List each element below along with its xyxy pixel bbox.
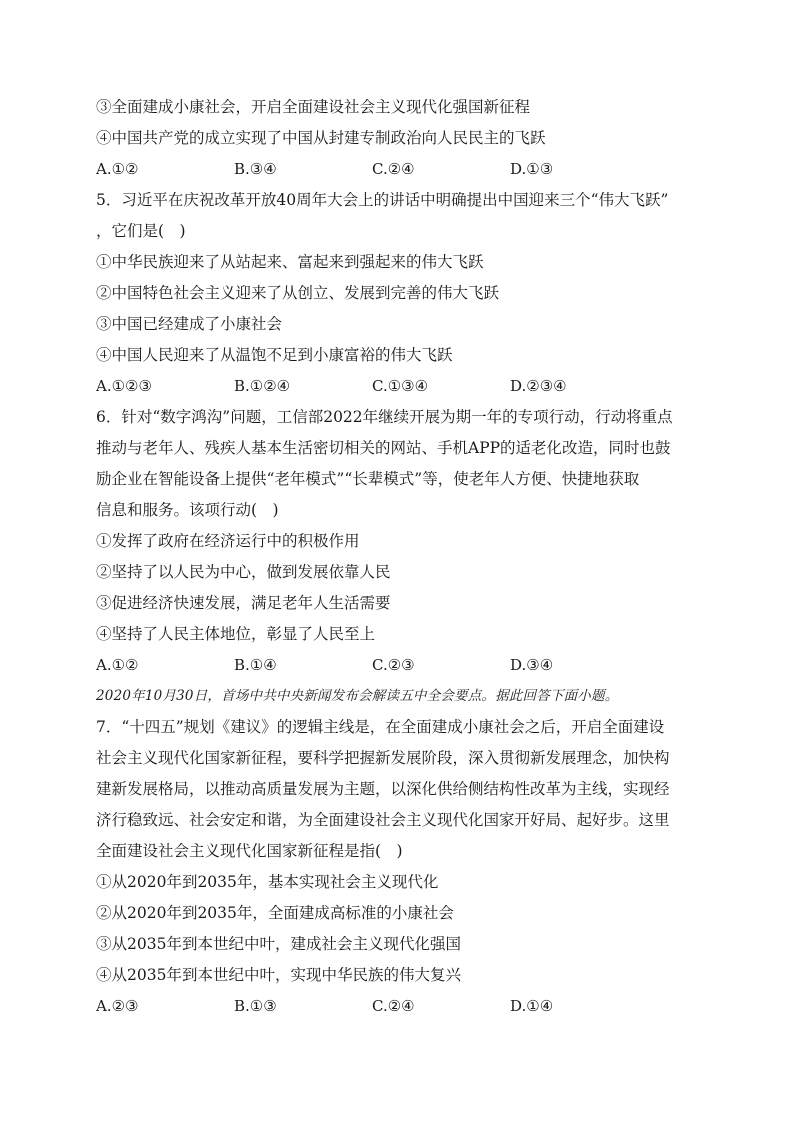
question-stem-line: 社会主义现代化国家新征程，要科学把握新发展阶段，深入贯彻新发展理念，加快构 — [96, 749, 670, 767]
option-d: D.①③ — [510, 160, 554, 178]
option-c: C.②③ — [372, 656, 415, 674]
option-c: C.②④ — [372, 160, 415, 178]
question-6 — [96, 402, 708, 681]
question-stem-line: 推动与老年人、残疾人基本生活密切相关的网站、手机APP的适老化改造，同时也鼓 — [96, 439, 671, 457]
question-stem-line: 信息和服务。该项行动( ) — [96, 501, 279, 519]
answer-options — [96, 991, 708, 1022]
question-stem-line: 全面建设社会主义现代化国家新征程是指( ) — [96, 842, 403, 860]
material-note: 2020年10月30日，首场中共中央新闻发布会解读五中全会要点。据此回答下面小题。 — [96, 688, 619, 704]
option-b: B.①③ — [234, 997, 277, 1015]
option-a: A.②③ — [96, 997, 139, 1015]
answer-options — [96, 154, 708, 185]
statement-3: ③从2035年到本世纪中叶，建成社会主义现代化强国 — [96, 935, 461, 953]
question-stem-line: ，它们是( ) — [96, 222, 186, 240]
question-stem-line: 建新发展格局，以推动高质量发展为主题，以深化供给侧结构性改革为主线，实现经 — [96, 780, 670, 798]
statement-4: ④从2035年到本世纪中叶，实现中华民族的伟大复兴 — [96, 966, 461, 984]
statement-4: ④中国共产党的成立实现了中国从封建专制政治向人民民主的飞跃 — [96, 129, 546, 147]
option-a: A.①② — [96, 160, 139, 178]
statement-3: ③全面建成小康社会，开启全面建设社会主义现代化强国新征程 — [96, 98, 531, 116]
question-stem-line: 6．针对“数字鸿沟”问题，工信部2022年继续开展为期一年的专项行动，行动将重点 — [96, 408, 673, 426]
question-stem-line: 济行稳致远、社会安定和谐，为全面建设社会主义现代化国家开好局、起好步。这里 — [96, 811, 670, 829]
statement-2: ②从2020年到2035年，全面建成高标准的小康社会 — [96, 904, 454, 922]
option-c: C.①③④ — [372, 377, 429, 395]
option-d: D.②③④ — [510, 377, 567, 395]
question-stem-line: 7．“十四五”规划《建议》的逻辑主线是，在全面建成小康社会之后，开启全面建设 — [96, 718, 665, 736]
statement-3: ③中国已经建成了小康社会 — [96, 315, 283, 333]
statement-1: ①发挥了政府在经济运行中的积极作用 — [96, 532, 360, 550]
option-a: A.①② — [96, 656, 139, 674]
statement-4: ④中国人民迎来了从温饱不足到小康富裕的伟大飞跃 — [96, 346, 453, 364]
statement-2: ②中国特色社会主义迎来了从创立、发展到完善的伟大飞跃 — [96, 284, 500, 302]
statement-1: ①中华民族迎来了从站起来、富起来到强起来的伟大飞跃 — [96, 253, 484, 271]
statement-4: ④坚持了人民主体地位，彰显了人民至上 — [96, 625, 376, 643]
answer-options — [96, 650, 708, 681]
option-c: C.②④ — [372, 997, 415, 1015]
question-4 — [96, 92, 708, 185]
option-d: D.①④ — [510, 997, 554, 1015]
option-b: B.③④ — [234, 160, 277, 178]
option-b: B.①④ — [234, 656, 277, 674]
statement-2: ②坚持了以人民为中心，做到发展依靠人民 — [96, 563, 391, 581]
statement-3: ③促进经济快速发展，满足老年人生活需要 — [96, 594, 391, 612]
option-d: D.③④ — [510, 656, 554, 674]
question-5 — [96, 185, 708, 402]
option-a: A.①②③ — [96, 377, 152, 395]
answer-options — [96, 371, 708, 402]
exam-page — [96, 92, 708, 1022]
statement-1: ①从2020年到2035年，基本实现社会主义现代化 — [96, 873, 439, 891]
question-stem-line: 励企业在智能设备上提供“老年模式”“长辈模式”等，使老年人方便、快捷地获取 — [96, 470, 640, 488]
option-b: B.①②④ — [234, 377, 291, 395]
question-7 — [96, 712, 708, 1022]
question-stem-line: 5．习近平在庆祝改革开放40周年大会上的讲话中明确提出中国迎来三个“伟大飞跃” — [96, 191, 669, 209]
